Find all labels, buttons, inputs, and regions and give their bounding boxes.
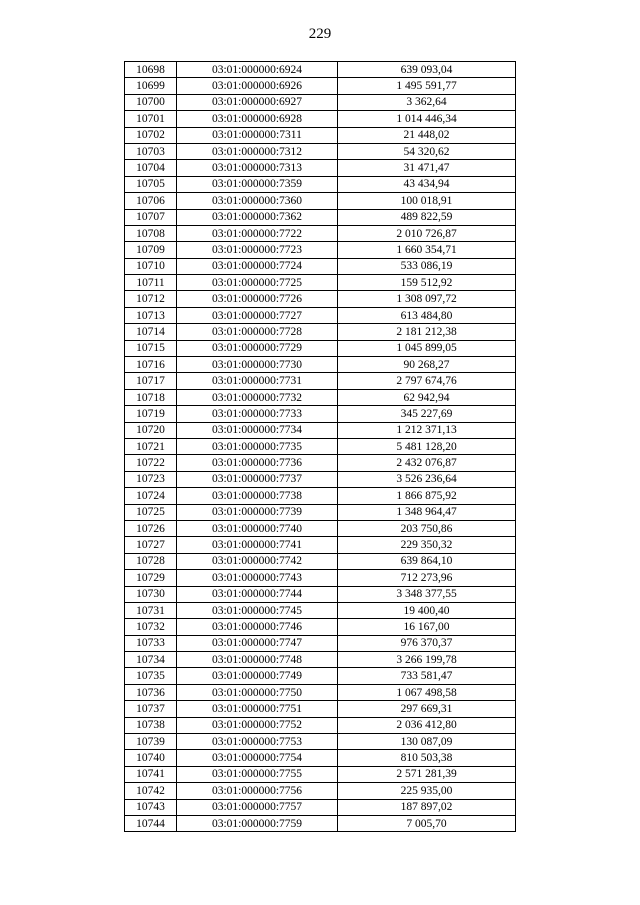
- row-number-cell: 10734: [125, 652, 177, 668]
- cadastral-number-cell: 03:01:000000:7726: [177, 291, 338, 307]
- value-cell: 3 266 199,78: [338, 652, 516, 668]
- cadastral-number-cell: 03:01:000000:7738: [177, 488, 338, 504]
- row-number-cell: 10741: [125, 766, 177, 782]
- table-row: [125, 635, 516, 651]
- value-cell: 54 320,62: [338, 143, 516, 159]
- row-number-cell: 10700: [125, 94, 177, 110]
- value-cell: 187 897,02: [338, 799, 516, 815]
- value-cell: 810 503,38: [338, 750, 516, 766]
- table-row: [125, 537, 516, 553]
- cadastral-number-cell: 03:01:000000:7755: [177, 766, 338, 782]
- table-row: [125, 815, 516, 831]
- value-cell: 130 087,09: [338, 734, 516, 750]
- value-cell: 3 362,64: [338, 94, 516, 110]
- value-cell: 2 432 076,87: [338, 455, 516, 471]
- value-cell: 712 273,96: [338, 570, 516, 586]
- table-body: [125, 62, 516, 832]
- value-cell: 1 067 498,58: [338, 684, 516, 700]
- table-row: [125, 62, 516, 78]
- row-number-cell: 10709: [125, 242, 177, 258]
- row-number-cell: 10729: [125, 570, 177, 586]
- row-number-cell: 10719: [125, 406, 177, 422]
- cadastral-number-cell: 03:01:000000:7744: [177, 586, 338, 602]
- cadastral-number-cell: 03:01:000000:7754: [177, 750, 338, 766]
- cadastral-number-cell: 03:01:000000:7751: [177, 701, 338, 717]
- cadastral-number-cell: 03:01:000000:7745: [177, 602, 338, 618]
- value-cell: 16 167,00: [338, 619, 516, 635]
- cadastral-number-cell: 03:01:000000:7736: [177, 455, 338, 471]
- page-number: 229: [308, 26, 332, 42]
- row-number-cell: 10736: [125, 684, 177, 700]
- cadastral-number-cell: 03:01:000000:7750: [177, 684, 338, 700]
- value-cell: 613 484,80: [338, 307, 516, 323]
- value-cell: 533 086,19: [338, 258, 516, 274]
- table-row: [125, 438, 516, 454]
- table-row: [125, 455, 516, 471]
- cadastral-number-cell: 03:01:000000:7739: [177, 504, 338, 520]
- table-row: [125, 111, 516, 127]
- table-row: [125, 373, 516, 389]
- table-row: [125, 291, 516, 307]
- cadastral-number-cell: 03:01:000000:7740: [177, 520, 338, 536]
- value-cell: 90 268,27: [338, 357, 516, 373]
- value-cell: 21 448,02: [338, 127, 516, 143]
- cadastral-number-cell: 03:01:000000:7359: [177, 176, 338, 192]
- cadastral-number-cell: 03:01:000000:7749: [177, 668, 338, 684]
- table-row: [125, 258, 516, 274]
- row-number-cell: 10744: [125, 815, 177, 831]
- cadastral-number-cell: 03:01:000000:7722: [177, 225, 338, 241]
- table-row: [125, 160, 516, 176]
- cadastral-number-cell: 03:01:000000:7362: [177, 209, 338, 225]
- cadastral-number-cell: 03:01:000000:7724: [177, 258, 338, 274]
- cadastral-number-cell: 03:01:000000:7743: [177, 570, 338, 586]
- row-number-cell: 10726: [125, 520, 177, 536]
- value-cell: 733 581,47: [338, 668, 516, 684]
- table-row: [125, 684, 516, 700]
- value-cell: 229 350,32: [338, 537, 516, 553]
- table-row: [125, 586, 516, 602]
- table-row: [125, 504, 516, 520]
- value-cell: 1 866 875,92: [338, 488, 516, 504]
- table-row: [125, 78, 516, 94]
- value-cell: 639 864,10: [338, 553, 516, 569]
- row-number-cell: 10699: [125, 78, 177, 94]
- row-number-cell: 10711: [125, 275, 177, 291]
- cadastral-number-cell: 03:01:000000:7727: [177, 307, 338, 323]
- table-row: [125, 193, 516, 209]
- row-number-cell: 10720: [125, 422, 177, 438]
- row-number-cell: 10730: [125, 586, 177, 602]
- cadastral-number-cell: 03:01:000000:6926: [177, 78, 338, 94]
- row-number-cell: 10718: [125, 389, 177, 405]
- cadastral-number-cell: 03:01:000000:7731: [177, 373, 338, 389]
- table-row: [125, 668, 516, 684]
- table-row: [125, 750, 516, 766]
- row-number-cell: 10735: [125, 668, 177, 684]
- cadastral-number-cell: 03:01:000000:7756: [177, 783, 338, 799]
- cadastral-number-cell: 03:01:000000:7737: [177, 471, 338, 487]
- table-row: [125, 225, 516, 241]
- cadastral-number-cell: 03:01:000000:7741: [177, 537, 338, 553]
- table-row: [125, 471, 516, 487]
- row-number-cell: 10743: [125, 799, 177, 815]
- table-row: [125, 766, 516, 782]
- cadastral-number-cell: 03:01:000000:7730: [177, 357, 338, 373]
- cadastral-number-cell: 03:01:000000:6927: [177, 94, 338, 110]
- cadastral-number-cell: 03:01:000000:7747: [177, 635, 338, 651]
- row-number-cell: 10725: [125, 504, 177, 520]
- cadastral-number-cell: 03:01:000000:7360: [177, 193, 338, 209]
- table-row: [125, 242, 516, 258]
- row-number-cell: 10742: [125, 783, 177, 799]
- value-cell: 1 495 591,77: [338, 78, 516, 94]
- table-row: [125, 307, 516, 323]
- table-row: [125, 799, 516, 815]
- table-row: [125, 652, 516, 668]
- row-number-cell: 10707: [125, 209, 177, 225]
- table-row: [125, 357, 516, 373]
- cadastral-number-cell: 03:01:000000:7742: [177, 553, 338, 569]
- table-row: [125, 701, 516, 717]
- row-number-cell: 10705: [125, 176, 177, 192]
- table-row: [125, 602, 516, 618]
- table-row: [125, 94, 516, 110]
- value-cell: 639 093,04: [338, 62, 516, 78]
- cadastral-number-cell: 03:01:000000:7757: [177, 799, 338, 815]
- row-number-cell: 10702: [125, 127, 177, 143]
- value-cell: 3 526 236,64: [338, 471, 516, 487]
- row-number-cell: 10731: [125, 602, 177, 618]
- table-row: [125, 570, 516, 586]
- table-row: [125, 619, 516, 635]
- value-cell: 3 348 377,55: [338, 586, 516, 602]
- table-row: [125, 488, 516, 504]
- value-cell: 345 227,69: [338, 406, 516, 422]
- cadastral-number-cell: 03:01:000000:6928: [177, 111, 338, 127]
- cadastral-number-cell: 03:01:000000:6924: [177, 62, 338, 78]
- cadastral-number-cell: 03:01:000000:7753: [177, 734, 338, 750]
- cadastral-number-cell: 03:01:000000:7734: [177, 422, 338, 438]
- cadastral-number-cell: 03:01:000000:7729: [177, 340, 338, 356]
- table-row: [125, 389, 516, 405]
- table-row: [125, 406, 516, 422]
- value-cell: 1 045 899,05: [338, 340, 516, 356]
- value-cell: 297 669,31: [338, 701, 516, 717]
- value-cell: 100 018,91: [338, 193, 516, 209]
- row-number-cell: 10708: [125, 225, 177, 241]
- value-cell: 7 005,70: [338, 815, 516, 831]
- row-number-cell: 10713: [125, 307, 177, 323]
- cadastral-number-cell: 03:01:000000:7752: [177, 717, 338, 733]
- row-number-cell: 10710: [125, 258, 177, 274]
- cadastral-number-cell: 03:01:000000:7725: [177, 275, 338, 291]
- row-number-cell: 10722: [125, 455, 177, 471]
- row-number-cell: 10737: [125, 701, 177, 717]
- row-number-cell: 10704: [125, 160, 177, 176]
- cadastral-number-cell: 03:01:000000:7759: [177, 815, 338, 831]
- cadastral-number-cell: 03:01:000000:7723: [177, 242, 338, 258]
- value-cell: 203 750,86: [338, 520, 516, 536]
- value-cell: 159 512,92: [338, 275, 516, 291]
- row-number-cell: 10716: [125, 357, 177, 373]
- cadastral-number-cell: 03:01:000000:7313: [177, 160, 338, 176]
- table-row: [125, 127, 516, 143]
- table-row: [125, 143, 516, 159]
- cadastral-number-cell: 03:01:000000:7748: [177, 652, 338, 668]
- value-cell: 2 010 726,87: [338, 225, 516, 241]
- value-cell: 62 942,94: [338, 389, 516, 405]
- cadastral-number-cell: 03:01:000000:7311: [177, 127, 338, 143]
- value-cell: 225 935,00: [338, 783, 516, 799]
- table-row: [125, 520, 516, 536]
- table-row: [125, 176, 516, 192]
- value-cell: 976 370,37: [338, 635, 516, 651]
- cadastral-number-cell: 03:01:000000:7746: [177, 619, 338, 635]
- row-number-cell: 10706: [125, 193, 177, 209]
- row-number-cell: 10721: [125, 438, 177, 454]
- table-row: [125, 422, 516, 438]
- row-number-cell: 10717: [125, 373, 177, 389]
- value-cell: 1 212 371,13: [338, 422, 516, 438]
- row-number-cell: 10714: [125, 324, 177, 340]
- row-number-cell: 10723: [125, 471, 177, 487]
- table-row: [125, 783, 516, 799]
- value-cell: 5 481 128,20: [338, 438, 516, 454]
- value-cell: 1 308 097,72: [338, 291, 516, 307]
- value-cell: 19 400,40: [338, 602, 516, 618]
- row-number-cell: 10724: [125, 488, 177, 504]
- row-number-cell: 10738: [125, 717, 177, 733]
- table-row: [125, 324, 516, 340]
- table-row: [125, 553, 516, 569]
- row-number-cell: 10727: [125, 537, 177, 553]
- value-cell: 43 434,94: [338, 176, 516, 192]
- row-number-cell: 10739: [125, 734, 177, 750]
- row-number-cell: 10728: [125, 553, 177, 569]
- row-number-cell: 10698: [125, 62, 177, 78]
- value-cell: 1 348 964,47: [338, 504, 516, 520]
- row-number-cell: 10715: [125, 340, 177, 356]
- value-cell: 2 181 212,38: [338, 324, 516, 340]
- table-row: [125, 717, 516, 733]
- row-number-cell: 10703: [125, 143, 177, 159]
- table-row: [125, 340, 516, 356]
- row-number-cell: 10701: [125, 111, 177, 127]
- value-cell: 2 571 281,39: [338, 766, 516, 782]
- cadastral-number-cell: 03:01:000000:7732: [177, 389, 338, 405]
- cadastral-number-cell: 03:01:000000:7312: [177, 143, 338, 159]
- cadastral-number-cell: 03:01:000000:7728: [177, 324, 338, 340]
- value-cell: 1 014 446,34: [338, 111, 516, 127]
- cadastral-number-cell: 03:01:000000:7733: [177, 406, 338, 422]
- row-number-cell: 10740: [125, 750, 177, 766]
- value-cell: 2 797 674,76: [338, 373, 516, 389]
- value-cell: 31 471,47: [338, 160, 516, 176]
- cadastral-number-cell: 03:01:000000:7735: [177, 438, 338, 454]
- row-number-cell: 10732: [125, 619, 177, 635]
- value-cell: 2 036 412,80: [338, 717, 516, 733]
- value-cell: 1 660 354,71: [338, 242, 516, 258]
- table-row: [125, 275, 516, 291]
- row-number-cell: 10712: [125, 291, 177, 307]
- value-cell: 489 822,59: [338, 209, 516, 225]
- table-row: [125, 734, 516, 750]
- row-number-cell: 10733: [125, 635, 177, 651]
- table-row: [125, 209, 516, 225]
- cadastral-value-table: [124, 61, 516, 832]
